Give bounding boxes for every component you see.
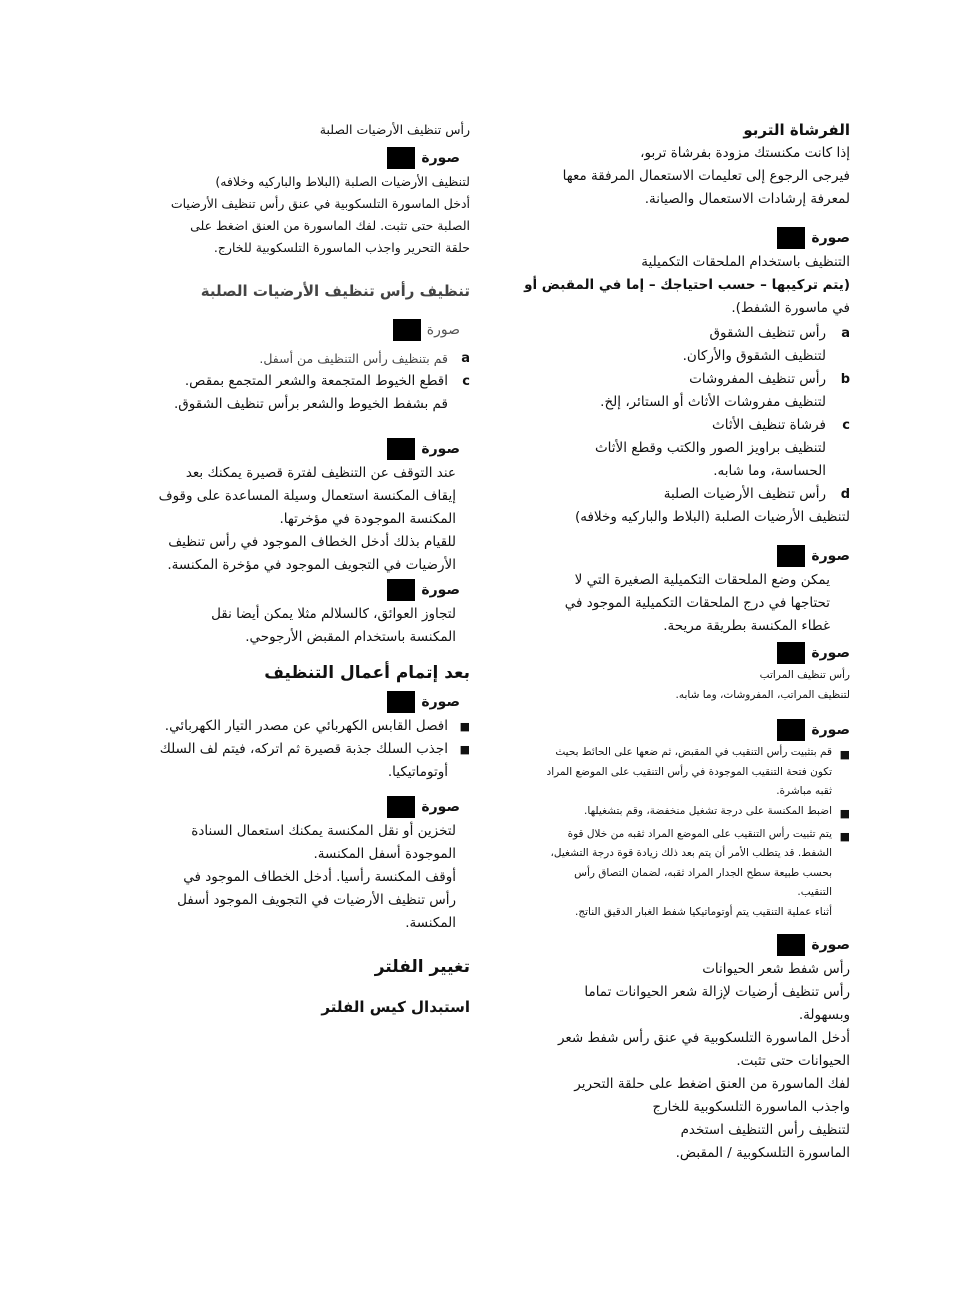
figure-number-redacted: [777, 227, 805, 249]
pet-line: لتنظيف رأس التنظيف استخدم: [680, 1122, 850, 1138]
section-heading: تنظيف رأس تنظيف الأرضيات الصلبة: [200, 282, 470, 300]
after-bullet: ■ افصل القابس الكهربائي عن مصدر التيار الكهربائي.: [164, 718, 470, 734]
carry-line: المكنسة باستخدام المقبض الأرجوحي.: [245, 629, 456, 645]
accessory-item: c فرشاة تنظيف الأثاث: [712, 417, 850, 433]
store-line: رأس تنظيف الأرضيات في التجويف الموجود أسفل: [177, 892, 456, 908]
accessory-item: b رأس تنظيف المفروشات: [689, 371, 850, 387]
turbo-line: لمعرفة إرشادات الاستعمال والصيانة.: [644, 191, 850, 207]
pet-line: لفك الماسورة من العنق اضغط على حلقة التحرير: [574, 1076, 850, 1092]
figure-label: صورة: [387, 436, 470, 462]
figure-number-redacted: [777, 545, 805, 567]
store-line: لتخزين أو نقل المكنسة يمكنك استعمال السنادة: [191, 823, 456, 839]
storage-line: غطاء المكنسة بطريقة مريحة.: [663, 618, 830, 634]
suction-bullet: ■ يتم تثبيت رأس التنقيب على الموضع المراد ثقبه من خلال قوة الشفط. قد يتطلب الأمر أن يتم بعد ذلك زيادة قوة درجة التشغيل، بحسب طبيعة سطح الجدار المراد ثقبه، لضمان التصاق رأس التنقيب.: [550, 827, 850, 898]
pet-line: رأس شفط شعر الحيوانات: [702, 961, 850, 977]
figure-label: صورة: [777, 225, 850, 251]
accessories-note: (يتم تركيبها – حسب احتياجك – إما في المقبض أو: [524, 277, 850, 293]
carry-line: لتجاوز العوائق، كالسلالم مثلا يمكن أيضا نقل: [211, 606, 456, 622]
hard-floor-line: الصلبة حتى تثبت. لفك الماسورة من العنق اضغط على: [190, 218, 470, 233]
figure-number-redacted: [387, 438, 415, 460]
pet-line: وبسهولة.: [798, 1007, 850, 1023]
figure-label: صورة: [777, 932, 850, 958]
pause-line: المكنسة الموجودة في مؤخرتها.: [279, 511, 456, 527]
hard-floor-line: أدخل الماسورة التلسكوبية في عنق رأس تنظيف الأرضيات: [170, 196, 470, 211]
pause-line: عند التوقف عن التنظيف لفترة قصيرة يمكنك بعد: [185, 465, 456, 481]
after-bullet: ■ اجذب السلك جذبة قصيرة ثم اتركه، فيتم لف السلك أوتوماتيكيا.: [159, 741, 470, 780]
section-heading: بعد إتمام أعمال التنظيف: [264, 663, 470, 683]
turbo-brush-heading: الفرشاة التربو: [743, 121, 850, 139]
hard-floor-line: حلقة التحرير واجذب الماسورة التلسكوبية للخارج.: [213, 240, 470, 255]
figure-number-redacted: [777, 642, 805, 664]
pause-line: إيقاف المكنسة استعمال وسيلة المساعدة على وقوف: [158, 488, 456, 504]
pet-line: الحيوانات حتى تثبت.: [736, 1053, 850, 1069]
figure-number-redacted: [387, 147, 415, 169]
figure-number-redacted: [777, 934, 805, 956]
suction-bullet: ■ اضبط المكنسة على درجة تشغيل منخفضة، وقم بتشغيلها.: [584, 804, 850, 820]
section-subheading: استبدال كيس الفلتر: [321, 998, 470, 1016]
pet-line: الماسورة التلسكوبية / المقبض.: [675, 1145, 850, 1161]
left-column: [120, 118, 470, 1019]
figure-label: صورة: [387, 794, 470, 820]
right-column: الفرشاة التربو إذا كانت مكنستك مزودة بفرشاة تربو، فيرجى الرجوع إلى تعليمات الاستعمال المرفقة معها لمعرفة إرشادات الاستعمال والصيانة. صورة التنظيف باستخدام الملحقات التكميلية (يتم تركيبها – حسب احتياجك – إما في المقبض أو في ماسورة الشفط). a رأس تنظيف الشقوق لتنظيف الشقوق والأركان. b رأس تنظيف المفروشات لتنظيف مفروشات الأثاث أو الستائر، إلخ. c فرشاة تنظيف الأثاث لتنظيف براويز الصور والكتب وقطع الأثاث الحساسة، وما شابه. d رأس تنظيف الأرضيات الصلبة لتنظيف الأرضيات الصلبة (البلاط والباركيه وخلافه) صورة يمكن وضع الملحقات التكميلية الصغيرة التي لا تحتاجها في درج الملحقات التكميلية الموجود في غطاء المكنسة بطريقة مريحة. صورة رأس تنظيف المراتب لتنظيف المراتب، المفروشات، وما شابه. صورة ■ قم بتثبيت رأس التنقيب في المقبض، ثم ضعها على الحائط بحيث تكون فتحة التنقيب الموجودة في رأس التنقيب على الموضع المراد ثقبه مباشرة. ■ اضبط المكنسة على درجة تشغيل منخفضة، وقم بتشغيلها. ■ يتم تثبيت رأس التنقيب على الموضع المراد ثقبه من خلال قوة الشفط. قد يتطلب الأمر أن يتم بعد ذلك زيادة قوة درجة التشغيل، بحسب طبيعة سطح الجدار المراد ثقبه، لضمان التصاق رأس التنقيب. أثناء عملية التنقيب يتم أوتوماتيكيا شفط الغبار الدقيق الناتج. صورة رأس شفط شعر الحيوانات رأس تنظيف أرضيات لإزالة شعر الحيوانات تماما وبسهولة. أدخل الماسورة التلسكوبية في عنق رأس شفط شعر الحيوانات حتى تثبت. لفك الماسورة من العنق اضغط على حلقة التحرير واجذب الماسورة التلسكوبية للخارج لتنظيف رأس التنظيف استخدم الماسورة التلسكوبية / المقبض.: [495, 118, 850, 1165]
turbo-line: إذا كانت مكنستك مزودة بفرشاة تربو،: [640, 145, 850, 161]
pause-line: الأرضيات في التجويف الموجود في مؤخرة المكنسة.: [167, 557, 456, 573]
mattress-line: رأس تنظيف المراتب: [759, 669, 850, 681]
accessories-note: في ماسورة الشفط).: [731, 300, 850, 316]
store-line: أوقف المكنسة رأسيا. أدخل الخطاف الموجود في: [183, 869, 456, 885]
hard-floor-line: لتنظيف الأرضيات الصلبة (البلاط والباركيه وخلافه): [215, 174, 470, 189]
figure-label: صورة: [777, 543, 850, 569]
figure-label: صورة: [387, 145, 470, 171]
suction-note: أثناء عملية التنقيب يتم أوتوماتيكيا شفط الغبار الدقيق الناتج.: [575, 905, 832, 918]
step-item: c اقطع الخيوط المتجمعة والشعر المتجمع بمقص.: [184, 373, 470, 389]
section-heading: تغيير الفلتر: [374, 957, 470, 977]
figure-number-redacted: [387, 579, 415, 601]
pet-line: واجذب الماسورة التلسكوبية للخارج: [652, 1099, 850, 1115]
accessory-item: d رأس تنظيف الأرضيات الصلبة: [663, 486, 850, 502]
step-item: a قم بتنظيف رأس التنظيف من أسفل.: [259, 351, 470, 366]
pause-line: للقيام بذلك أدخل الخطاف الموجود في رأس تنظيف: [168, 534, 456, 550]
pet-line: أدخل الماسورة التلسكوبية في عنق رأس شفط شعر: [557, 1030, 850, 1046]
figure-number-redacted: [387, 691, 415, 713]
figure-label: صورة: [387, 577, 470, 603]
store-line: الموجودة أسفل المكنسة.: [313, 846, 456, 862]
hard-floor-caption: رأس تنظيف الأرضيات الصلبة: [319, 122, 470, 137]
store-line: المكنسة.: [405, 915, 456, 931]
figure-label: صورة: [393, 317, 470, 343]
suction-bullet: ■ قم بتثبيت رأس التنقيب في المقبض، ثم ضعها على الحائط بحيث تكون فتحة التنقيب الموجودة في رأس التنقيب على الموضع المراد ثقبه مباشرة.: [546, 746, 850, 797]
figure-number-redacted: [387, 796, 415, 818]
storage-line: يمكن وضع الملحقات التكميلية الصغيرة التي لا: [574, 572, 830, 588]
figure-number-redacted: [393, 319, 421, 341]
figure-label: صورة: [777, 717, 850, 743]
figure-label: صورة: [777, 640, 850, 666]
figure-label: صورة: [387, 689, 470, 715]
mattress-line: لتنظيف المراتب، المفروشات، وما شابه.: [675, 688, 850, 701]
step-line: قم بشفط الخيوط والشعر برأس تنظيف الشقوق.: [174, 396, 448, 412]
accessory-item: a رأس تنظيف الشقوق: [709, 325, 850, 341]
figure-number-redacted: [777, 719, 805, 741]
turbo-line: فيرجى الرجوع إلى تعليمات الاستعمال المرفقة معها: [562, 168, 850, 184]
storage-line: تحتاجها في درج الملحقات التكميلية الموجود في: [564, 595, 830, 611]
pet-line: رأس تنظيف أرضيات لإزالة شعر الحيوانات تماما: [584, 984, 850, 1000]
accessories-intro: التنظيف باستخدام الملحقات التكميلية: [641, 254, 850, 270]
